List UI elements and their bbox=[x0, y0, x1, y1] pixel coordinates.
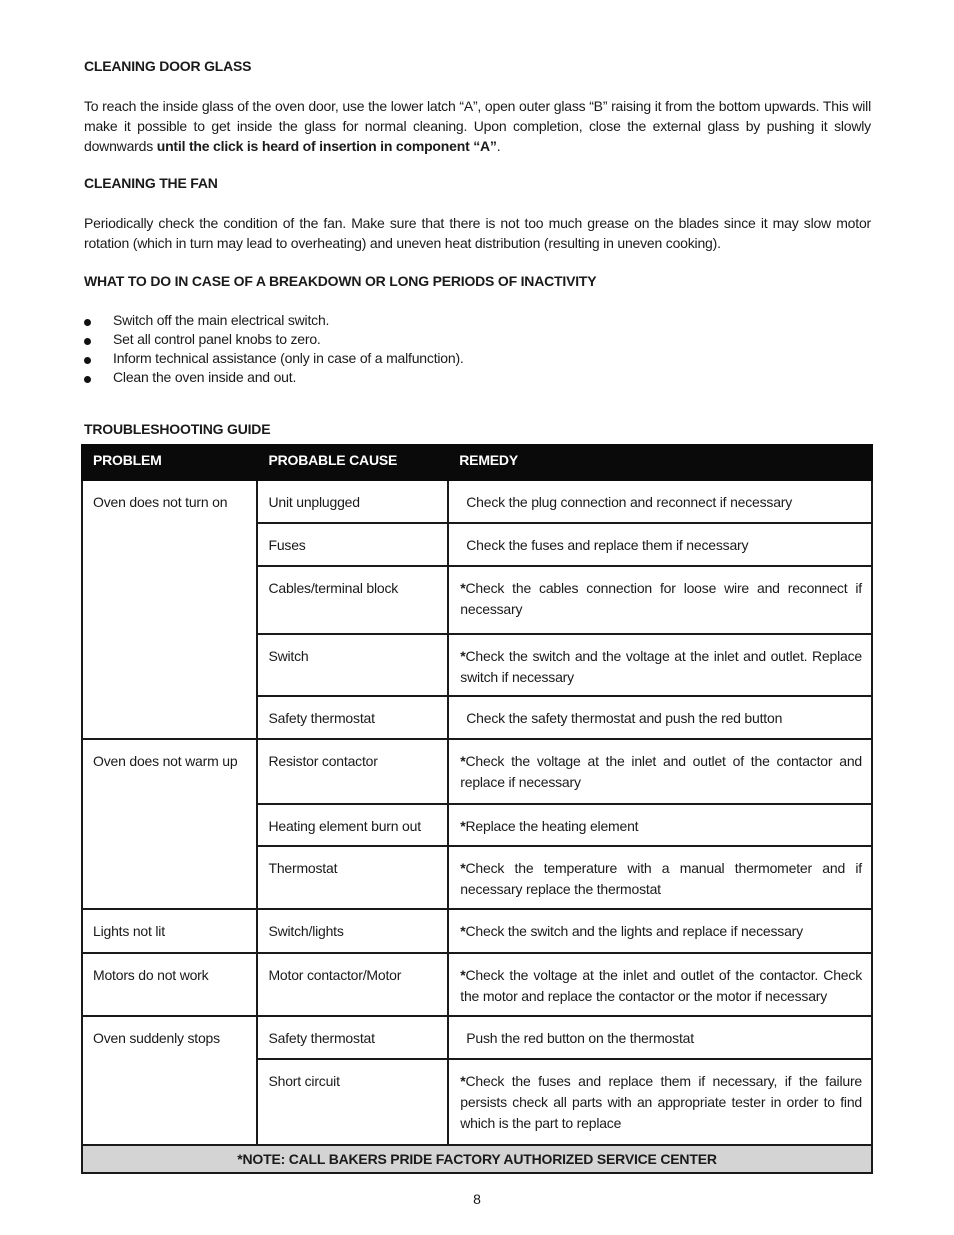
problem-cell bbox=[82, 909, 257, 953]
remedy-asterisk: * bbox=[460, 753, 466, 769]
remedy-cell bbox=[448, 523, 872, 566]
remedy-cell bbox=[448, 739, 872, 804]
remedy-cell bbox=[448, 1059, 872, 1145]
paragraph-fan: Periodically check the condition of the fan. Make sure that there is not too much grease on the blades since it may slow motor rotation (which in turn may lead to overheating) and uneven heat distribution (resulting in uneven cooking). bbox=[84, 215, 871, 251]
list-item-text: Set all control panel knobs to zero. bbox=[113, 331, 321, 347]
remedy-cell bbox=[448, 566, 872, 634]
remedy-text bbox=[449, 481, 871, 513]
remedy-text bbox=[449, 740, 871, 793]
remedy-text bbox=[449, 1060, 871, 1134]
remedy-body: Check the switch and the voltage at the inlet and outlet. Replace switch if necessary bbox=[460, 648, 862, 685]
cause-cell bbox=[257, 566, 448, 634]
heading-breakdown: WHAT TO DO IN CASE OF A BREAKDOWN OR LONG PERIODS OF INACTIVITY bbox=[84, 273, 597, 289]
remedy-body: Replace the heating element bbox=[465, 818, 639, 834]
remedy-asterisk: * bbox=[460, 923, 466, 939]
cause-text: Safety thermostat bbox=[268, 1030, 375, 1046]
remedy-text bbox=[449, 847, 871, 900]
cause-cell bbox=[257, 1059, 448, 1145]
cause-text: Fuses bbox=[268, 537, 306, 553]
problem-text: Lights not lit bbox=[93, 923, 165, 939]
cause-cell bbox=[257, 523, 448, 566]
remedy-body: Check the fuses and replace them if necessary, if the failure persists check all parts with an appropriate tester in order to find which is the part to replace bbox=[460, 1073, 862, 1131]
problem-cell bbox=[82, 1016, 257, 1145]
remedy-cell bbox=[448, 909, 872, 953]
remedy-asterisk: * bbox=[460, 1073, 466, 1089]
remedy-text bbox=[449, 567, 871, 620]
column-header-problem: PROBLEM bbox=[82, 445, 257, 480]
remedy-body: Check the fuses and replace them if necessary bbox=[466, 537, 749, 553]
cause-text: Motor contactor/Motor bbox=[268, 967, 402, 983]
table-row bbox=[82, 480, 872, 523]
remedy-cell bbox=[448, 804, 872, 846]
bullet-icon bbox=[84, 338, 91, 345]
list-item bbox=[84, 349, 464, 368]
list-item-text: Clean the oven inside and out. bbox=[113, 369, 297, 385]
paragraph-door-glass bbox=[84, 96, 871, 156]
remedy-body: Check the switch and the lights and replace if necessary bbox=[465, 923, 803, 939]
cause-text: Heating element burn out bbox=[268, 818, 421, 834]
cause-cell bbox=[257, 739, 448, 804]
list-item bbox=[84, 311, 464, 330]
remedy-body: Check the voltage at the inlet and outlet of the contactor and replace if necessary bbox=[460, 753, 862, 790]
table-row bbox=[82, 953, 872, 1016]
remedy-text bbox=[449, 1017, 871, 1049]
remedy-cell bbox=[448, 953, 872, 1016]
breakdown-list bbox=[84, 311, 464, 387]
list-item-text: Inform technical assistance (only in case of a malfunction). bbox=[113, 350, 464, 366]
cause-cell bbox=[257, 696, 448, 739]
cause-cell bbox=[257, 1016, 448, 1059]
problem-text: Oven suddenly stops bbox=[93, 1030, 220, 1046]
heading-troubleshooting: TROUBLESHOOTING GUIDE bbox=[84, 421, 271, 437]
remedy-text bbox=[449, 697, 871, 729]
remedy-cell bbox=[448, 634, 872, 696]
page-number: 8 bbox=[473, 1191, 481, 1207]
heading-cleaning-door-glass: CLEANING DOOR GLASS bbox=[84, 58, 252, 74]
troubleshooting-table bbox=[81, 444, 873, 1174]
cause-text: Switch bbox=[268, 648, 309, 664]
cause-text: Short circuit bbox=[268, 1073, 340, 1089]
door-glass-bold-text: until the click is heard of insertion in component “A” bbox=[156, 138, 497, 154]
door-glass-text: To reach the inside glass of the oven door, use the lower latch “A”, open outer glass “B” raising it from the bottom upwards. This will make it possible to get inside the glass for normal cleaning. Upon completion, close the external glass by pushing it slowly downwards bbox=[84, 98, 871, 154]
table-note-row bbox=[82, 1145, 872, 1173]
cause-cell bbox=[257, 804, 448, 846]
remedy-asterisk: * bbox=[460, 648, 466, 664]
remedy-cell bbox=[448, 480, 872, 523]
remedy-text bbox=[449, 805, 871, 837]
remedy-asterisk: * bbox=[460, 580, 466, 596]
list-item bbox=[84, 330, 464, 349]
remedy-text bbox=[449, 635, 871, 688]
remedy-cell bbox=[448, 846, 872, 909]
cause-text: Switch/lights bbox=[268, 923, 344, 939]
remedy-cell bbox=[448, 1016, 872, 1059]
remedy-asterisk: * bbox=[460, 967, 466, 983]
remedy-asterisk: * bbox=[460, 860, 466, 876]
cause-text: Thermostat bbox=[268, 860, 338, 876]
bullet-icon bbox=[84, 376, 91, 383]
table-body bbox=[82, 480, 872, 1145]
table-row bbox=[82, 1016, 872, 1059]
remedy-body: Check the voltage at the inlet and outlet of the contactor. Check the motor and replace the contactor or the motor if necessary bbox=[460, 967, 862, 1004]
remedy-asterisk: * bbox=[460, 818, 466, 834]
bullet-icon bbox=[84, 357, 91, 364]
problem-cell bbox=[82, 739, 257, 909]
remedy-cell bbox=[448, 696, 872, 739]
remedy-text bbox=[449, 524, 871, 556]
remedy-body: Check the cables connection for loose wire and reconnect if necessary bbox=[460, 580, 862, 617]
problem-text: Oven does not warm up bbox=[93, 753, 238, 769]
remedy-body: Push the red button on the thermostat bbox=[466, 1030, 694, 1046]
cause-text: Cables/terminal block bbox=[268, 580, 399, 596]
remedy-text bbox=[449, 910, 871, 942]
cause-cell bbox=[257, 846, 448, 909]
cause-cell bbox=[257, 953, 448, 1016]
cause-cell bbox=[257, 909, 448, 953]
bullet-icon bbox=[84, 319, 91, 326]
service-note: *NOTE: CALL BAKERS PRIDE FACTORY AUTHORIZED SERVICE CENTER bbox=[82, 1145, 872, 1173]
heading-cleaning-fan: CLEANING THE FAN bbox=[84, 175, 218, 191]
cause-cell bbox=[257, 634, 448, 696]
cause-cell bbox=[257, 480, 448, 523]
table-row bbox=[82, 909, 872, 953]
column-header-remedy: REMEDY bbox=[448, 445, 872, 480]
problem-text: Oven does not turn on bbox=[93, 494, 228, 510]
table-header-row bbox=[82, 445, 872, 480]
remedy-body: Check the temperature with a manual thermometer and if necessary replace the thermostat bbox=[460, 860, 862, 897]
list-item bbox=[84, 368, 464, 387]
problem-text: Motors do not work bbox=[93, 967, 209, 983]
cause-text: Safety thermostat bbox=[268, 710, 375, 726]
cause-text: Unit unplugged bbox=[268, 494, 360, 510]
column-header-cause: PROBABLE CAUSE bbox=[257, 445, 448, 480]
table-row bbox=[82, 739, 872, 804]
remedy-text bbox=[449, 954, 871, 1007]
remedy-body: Check the safety thermostat and push the red button bbox=[466, 710, 783, 726]
problem-cell bbox=[82, 480, 257, 739]
remedy-body: Check the plug connection and reconnect if necessary bbox=[466, 494, 793, 510]
door-glass-end: . bbox=[496, 138, 501, 154]
cause-text: Resistor contactor bbox=[268, 753, 378, 769]
problem-cell bbox=[82, 953, 257, 1016]
list-item-text: Switch off the main electrical switch. bbox=[113, 312, 330, 328]
